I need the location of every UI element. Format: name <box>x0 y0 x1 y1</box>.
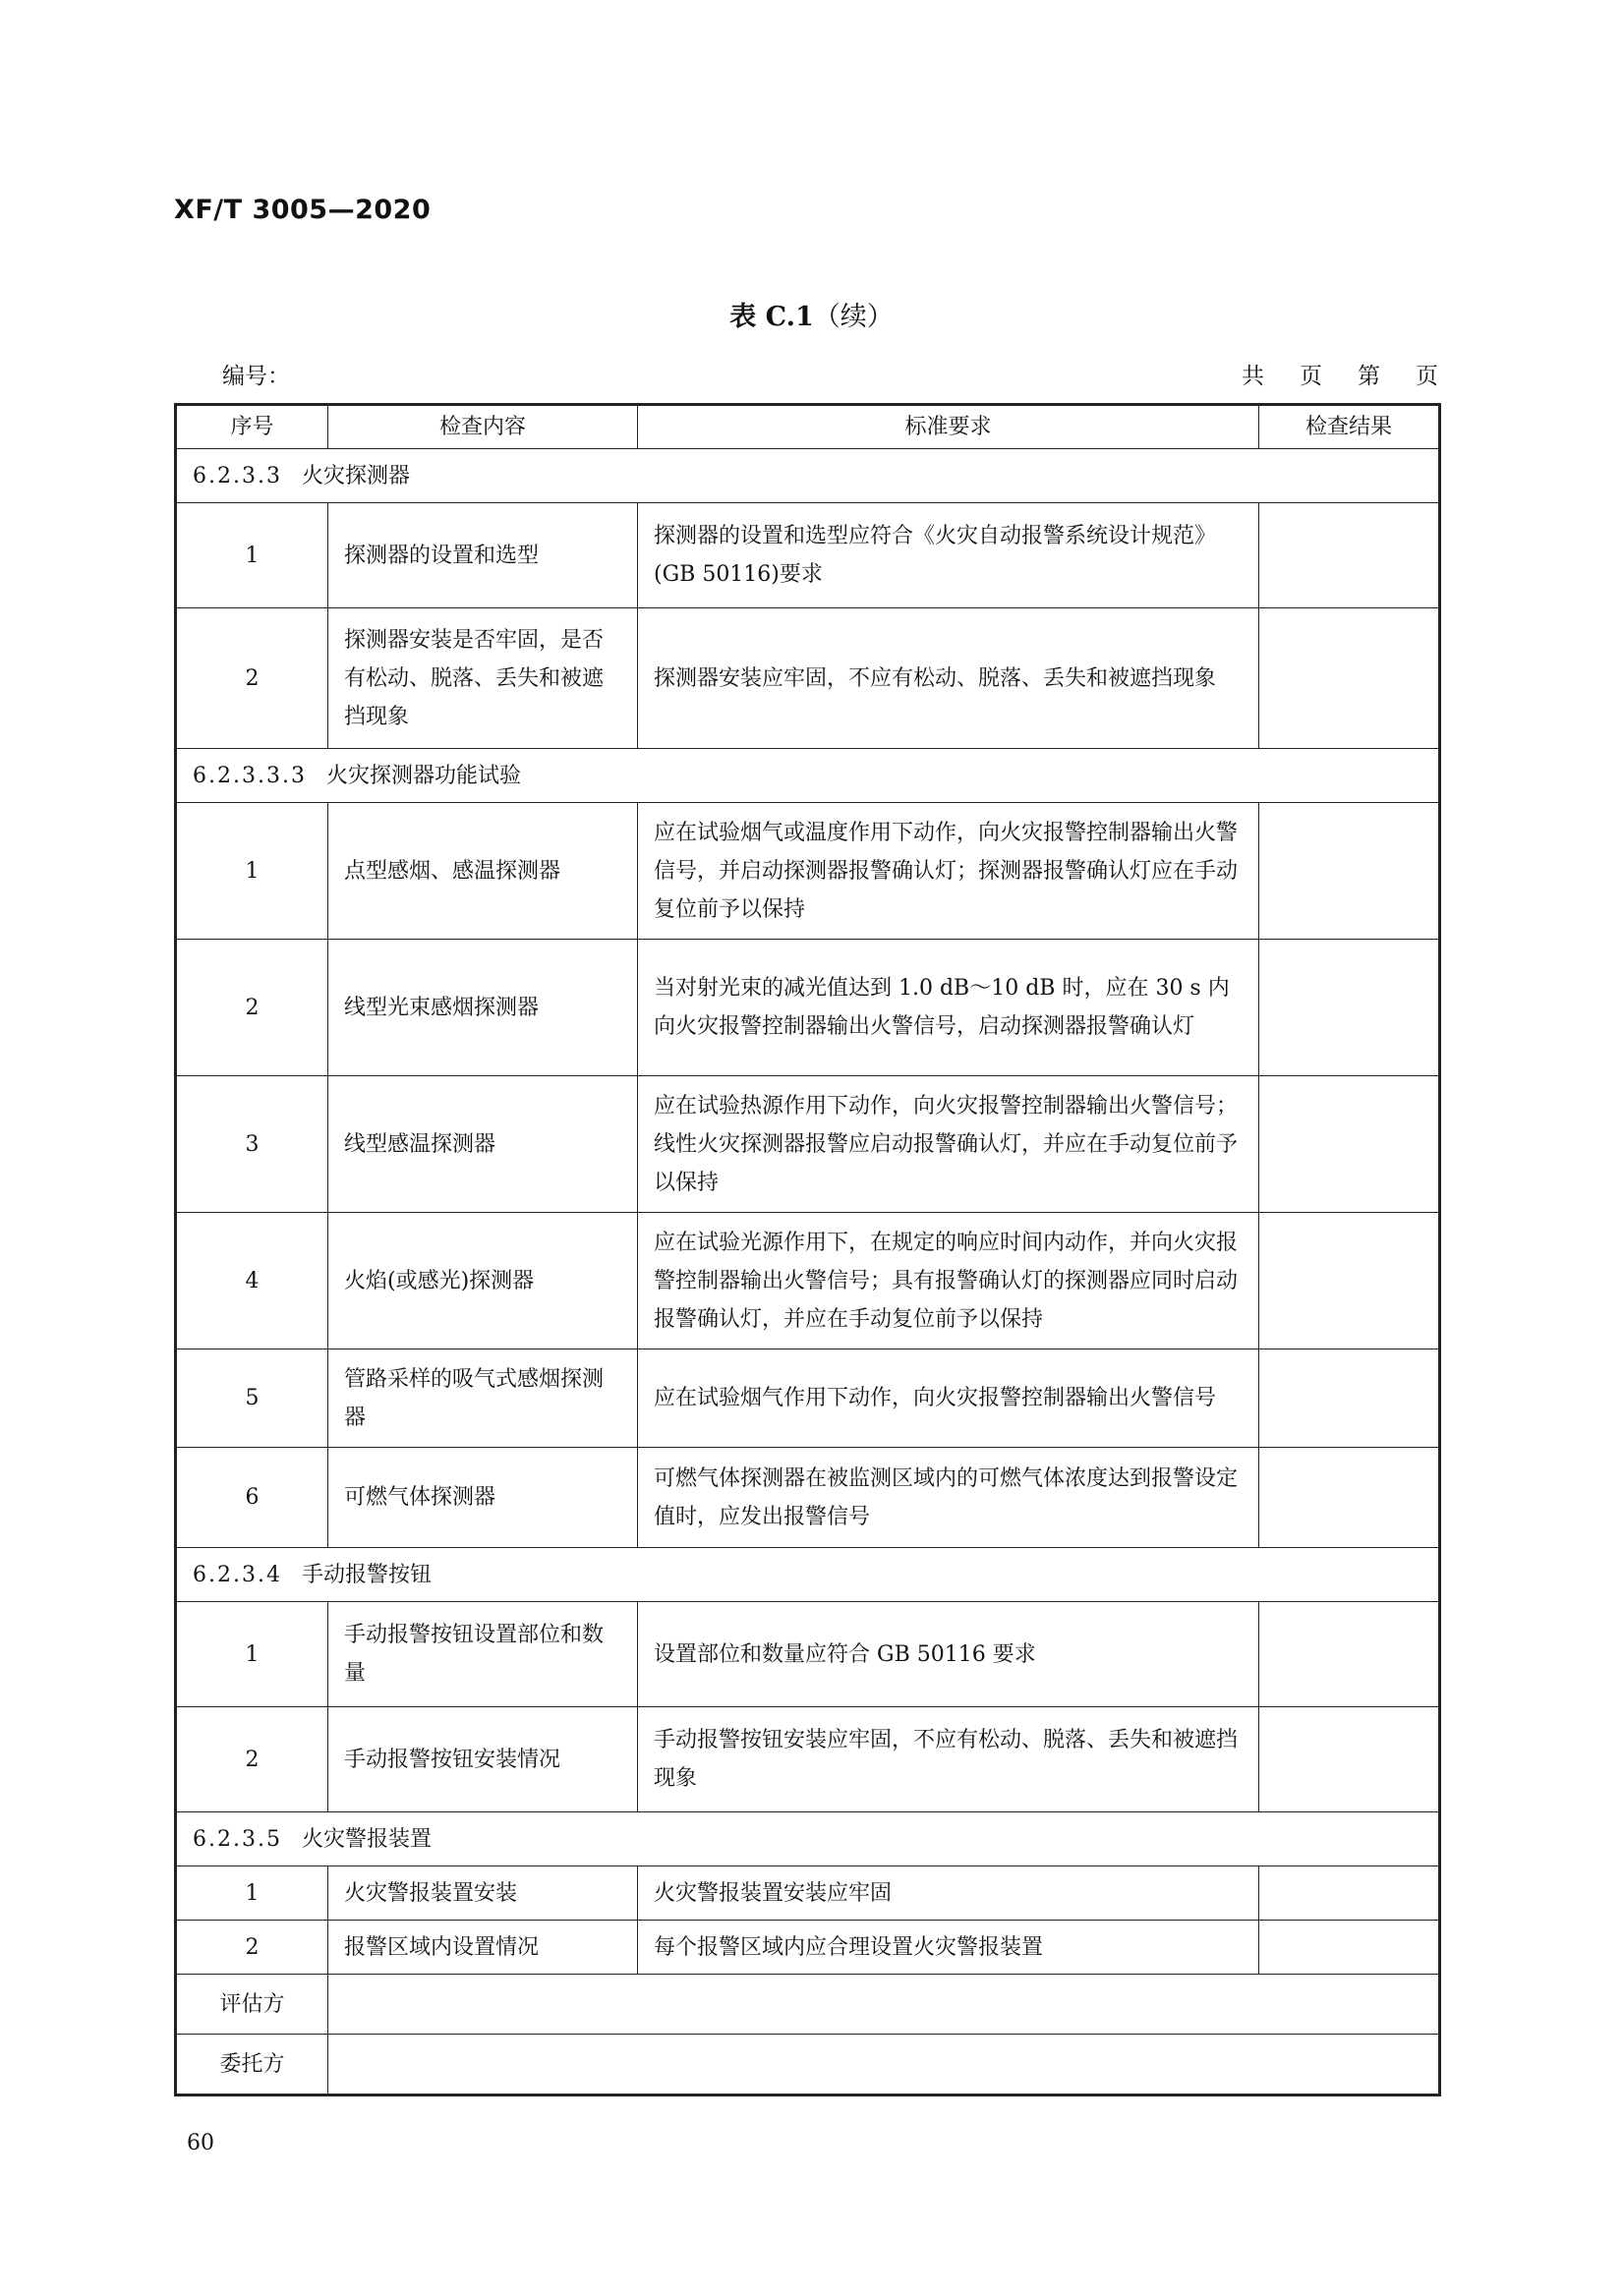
cell-result[interactable] <box>1259 608 1440 749</box>
section-heading <box>176 749 1440 803</box>
cell-requirement: 每个报警区域内应合理设置火灾警报装置 <box>638 1921 1259 1975</box>
cell-no: 2 <box>176 1921 328 1975</box>
cell-result[interactable] <box>1259 1213 1440 1349</box>
section-title: 火灾警报装置 <box>301 1826 432 1852</box>
cell-result[interactable] <box>1259 1349 1440 1448</box>
cell-requirement: 应在试验烟气作用下动作，向火灾报警控制器输出火警信号 <box>638 1349 1259 1448</box>
section-heading <box>176 449 1440 503</box>
section-number: 6.2.3.5 <box>193 1826 282 1852</box>
table-row <box>176 1602 1440 1707</box>
cell-requirement: 应在试验热源作用下动作，向火灾报警控制器输出火警信号；线性火灾探测器报警应启动报警确认灯，并应在手动复位前予以保持 <box>638 1076 1259 1213</box>
cell-requirement: 应在试验烟气或温度作用下动作，向火灾报警控制器输出火警信号，并启动探测器报警确认灯；探测器报警确认灯应在手动复位前予以保持 <box>638 803 1259 940</box>
inspection-table <box>174 403 1441 2096</box>
section-number: 6.2.3.3.3 <box>193 763 307 788</box>
section-row <box>176 749 1440 803</box>
section-title: 火灾探测器功能试验 <box>325 763 521 788</box>
section-title: 火灾探测器 <box>301 463 410 488</box>
table-row <box>176 503 1440 608</box>
cell-result[interactable] <box>1259 1866 1440 1921</box>
cell-requirement: 当对射光束的减光值达到 1.0 dB～10 dB 时，应在 30 s 内向火灾报警控制器输出火警信号，启动探测器报警确认灯 <box>638 940 1259 1076</box>
cell-requirement: 设置部位和数量应符合 GB 50116 要求 <box>638 1602 1259 1707</box>
cell-content: 火焰(或感光)探测器 <box>328 1213 638 1349</box>
section-title: 手动报警按钮 <box>301 1562 432 1587</box>
table-title-suffix: （续） <box>813 302 894 332</box>
section-heading <box>176 1548 1440 1602</box>
table-row <box>176 1349 1440 1448</box>
page-count-info <box>1242 358 1438 390</box>
cell-result[interactable] <box>1259 1076 1440 1213</box>
cell-content: 探测器安装是否牢固，是否有松动、脱落、丢失和被遮挡现象 <box>328 608 638 749</box>
page-number: 60 <box>187 2131 214 2155</box>
cell-no: 1 <box>176 1602 328 1707</box>
cell-result[interactable] <box>1259 1448 1440 1548</box>
serial-number-label: 编号： <box>222 364 290 389</box>
section-number: 6.2.3.4 <box>193 1562 282 1587</box>
section-row <box>176 1812 1440 1866</box>
cell-result[interactable] <box>1259 940 1440 1076</box>
cell-content: 线型感温探测器 <box>328 1076 638 1213</box>
cell-content: 线型光束感烟探测器 <box>328 940 638 1076</box>
signature-label-assessor: 评估方 <box>176 1975 328 2035</box>
cell-no: 2 <box>176 940 328 1076</box>
cell-content: 点型感烟、感温探测器 <box>328 803 638 940</box>
table-title-label: 表 C.1 <box>729 302 814 332</box>
cell-result[interactable] <box>1259 1707 1440 1812</box>
section-row <box>176 1548 1440 1602</box>
column-header-result: 检查结果 <box>1259 405 1440 449</box>
cell-no: 1 <box>176 803 328 940</box>
cell-no: 1 <box>176 1866 328 1921</box>
page-current-label: 第 <box>1358 364 1380 389</box>
signature-field-assessor[interactable] <box>328 1975 1440 2035</box>
table-title <box>0 295 1623 333</box>
section-heading <box>176 1812 1440 1866</box>
section-number: 6.2.3.3 <box>193 463 282 488</box>
cell-content: 报警区域内设置情况 <box>328 1921 638 1975</box>
cell-content: 探测器的设置和选型 <box>328 503 638 608</box>
cell-no: 6 <box>176 1448 328 1548</box>
cell-content: 火灾警报装置安装 <box>328 1866 638 1921</box>
signature-row-client <box>176 2035 1440 2095</box>
cell-requirement: 探测器的设置和选型应符合《火灾自动报警系统设计规范》(GB 50116)要求 <box>638 503 1259 608</box>
column-header-no: 序号 <box>176 405 328 449</box>
signature-field-client[interactable] <box>328 2035 1440 2095</box>
cell-requirement: 可燃气体探测器在被监测区域内的可燃气体浓度达到报警设定值时，应发出报警信号 <box>638 1448 1259 1548</box>
section-row <box>176 449 1440 503</box>
page-unit-label: 页 <box>1300 364 1322 389</box>
cell-requirement: 探测器安装应牢固，不应有松动、脱落、丢失和被遮挡现象 <box>638 608 1259 749</box>
table-row <box>176 1866 1440 1921</box>
column-header-content: 检查内容 <box>328 405 638 449</box>
cell-content: 手动报警按钮安装情况 <box>328 1707 638 1812</box>
cell-content: 可燃气体探测器 <box>328 1448 638 1548</box>
table-row <box>176 1921 1440 1975</box>
cell-result[interactable] <box>1259 803 1440 940</box>
table-row <box>176 803 1440 940</box>
cell-result[interactable] <box>1259 1921 1440 1975</box>
table-row <box>176 940 1440 1076</box>
cell-no: 1 <box>176 503 328 608</box>
cell-no: 3 <box>176 1076 328 1213</box>
cell-requirement: 火灾警报装置安装应牢固 <box>638 1866 1259 1921</box>
table-row <box>176 1076 1440 1213</box>
cell-no: 2 <box>176 1707 328 1812</box>
table-row <box>176 1448 1440 1548</box>
page-total-label: 共 <box>1242 364 1264 389</box>
cell-result[interactable] <box>1259 503 1440 608</box>
cell-requirement: 应在试验光源作用下，在规定的响应时间内动作，并向火灾报警控制器输出火警信号；具有报警确认灯的探测器应同时启动报警确认灯，并应在手动复位前予以保持 <box>638 1213 1259 1349</box>
table-row <box>176 1707 1440 1812</box>
cell-no: 2 <box>176 608 328 749</box>
table-header-row <box>176 405 1440 449</box>
document-code: XF/T 3005—2020 <box>174 195 432 225</box>
page-unit-label-2: 页 <box>1416 364 1438 389</box>
cell-content: 手动报警按钮设置部位和数量 <box>328 1602 638 1707</box>
signature-row-assessor <box>176 1975 1440 2035</box>
cell-no: 4 <box>176 1213 328 1349</box>
cell-no: 5 <box>176 1349 328 1448</box>
table-row <box>176 1213 1440 1349</box>
cell-requirement: 手动报警按钮安装应牢固，不应有松动、脱落、丢失和被遮挡现象 <box>638 1707 1259 1812</box>
cell-content: 管路采样的吸气式感烟探测器 <box>328 1349 638 1448</box>
cell-result[interactable] <box>1259 1602 1440 1707</box>
column-header-requirement: 标准要求 <box>638 405 1259 449</box>
signature-label-client: 委托方 <box>176 2035 328 2095</box>
table-row <box>176 608 1440 749</box>
